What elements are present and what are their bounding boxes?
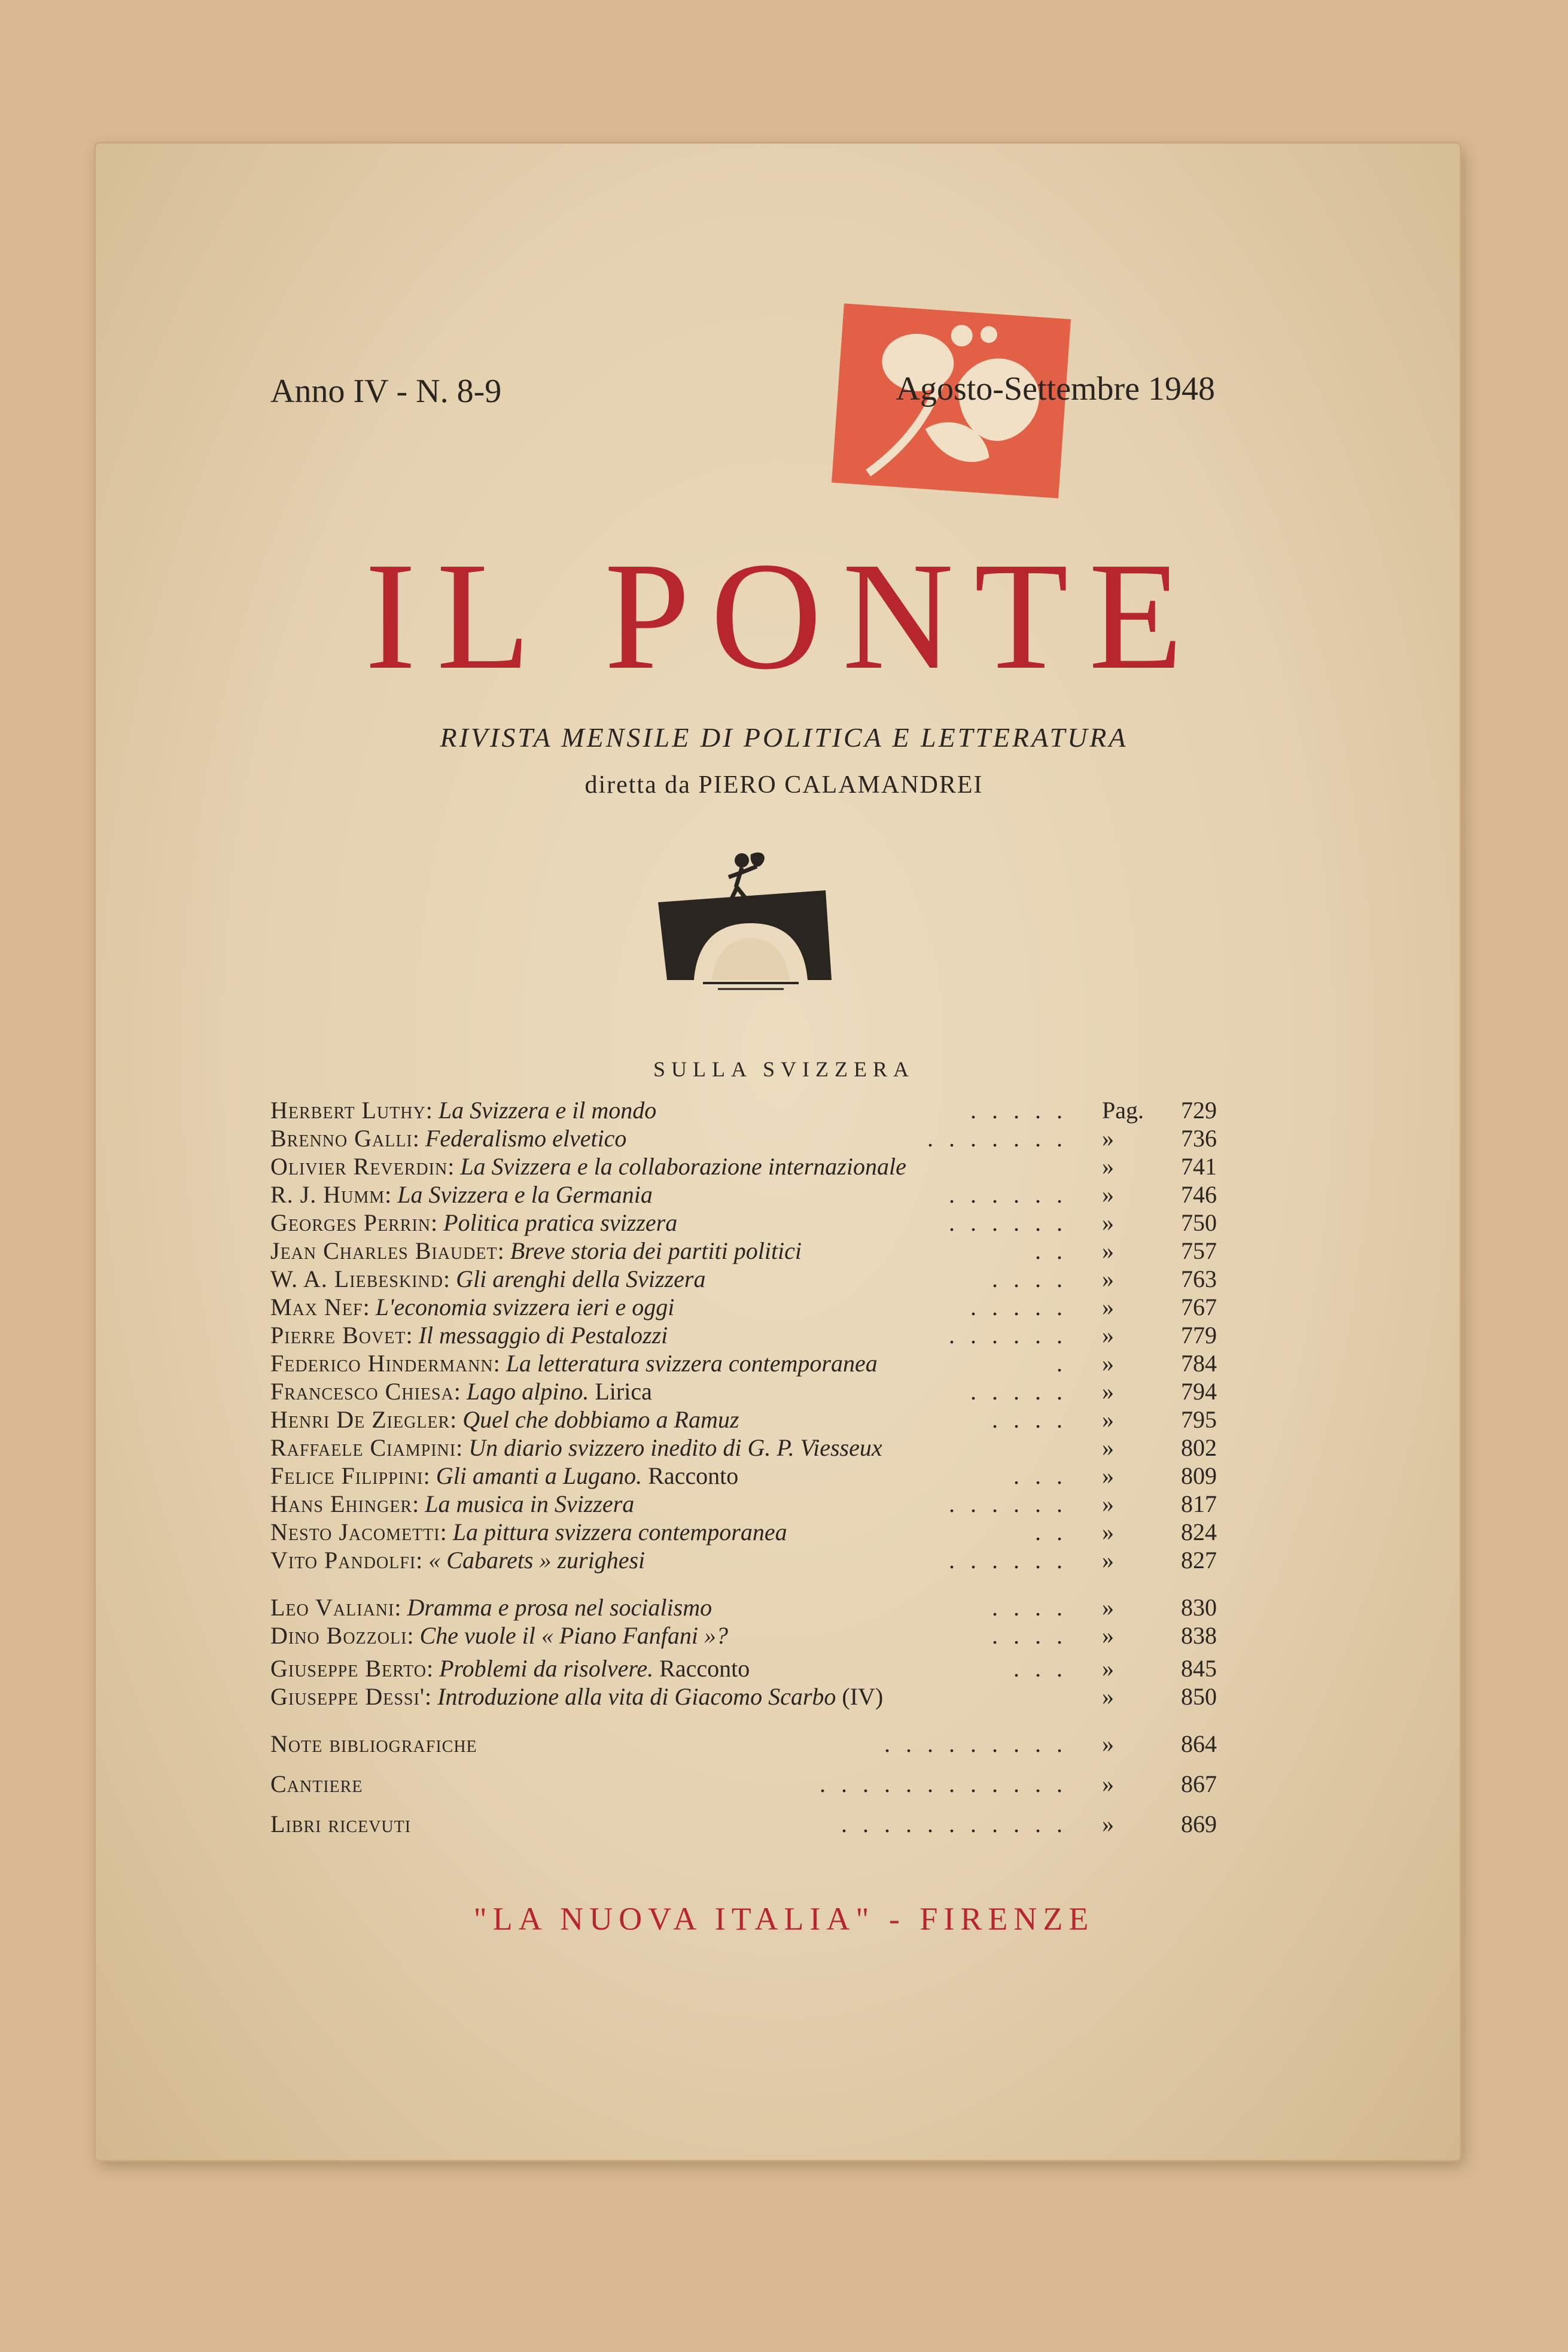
toc-title: « Cabarets » zurighesi	[428, 1547, 646, 1574]
toc-leader: .....	[970, 1294, 1078, 1320]
bridge-logo	[646, 842, 844, 992]
toc-leader: ....	[992, 1594, 1078, 1621]
toc-author: Raffaele Ciampini	[270, 1434, 456, 1461]
issue-number: Anno IV - N. 8-9	[270, 373, 502, 410]
toc-leader: ......	[949, 1209, 1078, 1236]
toc-leader: .....	[970, 1378, 1078, 1405]
section-heading: SULLA SVIZZERA	[653, 1057, 915, 1081]
toc-author: R. J. Humm	[270, 1181, 385, 1208]
toc-leader: .....	[970, 1097, 1078, 1124]
toc-page: 827	[1181, 1547, 1217, 1574]
toc-mark: »	[1102, 1594, 1114, 1621]
toc-page: 794	[1181, 1378, 1217, 1405]
toc-mark: »	[1102, 1683, 1114, 1710]
toc-page: 795	[1181, 1406, 1217, 1433]
toc-row: W. A. Liebeskind: Gli arenghi della Svizzera .... » 763	[270, 1265, 1217, 1292]
toc-page: 867	[1181, 1770, 1217, 1797]
toc-row: Dino Bozzoli: Che vuole il « Piano Fanfani »? .... » 838	[270, 1622, 1217, 1649]
toc-row	[270, 1810, 1217, 1838]
toc-leader: ....	[992, 1406, 1078, 1433]
toc-author: Olivier Reverdin	[270, 1153, 448, 1180]
toc-leader: ............	[820, 1770, 1078, 1797]
toc-genre: Racconto	[648, 1462, 739, 1489]
toc-page: 850	[1181, 1683, 1217, 1710]
table-of-contents	[270, 1096, 1217, 1838]
toc-author: Giuseppe Berto	[270, 1655, 427, 1682]
toc-title: Gli arenghi della Svizzera	[456, 1265, 706, 1292]
toc-mark: »	[1102, 1237, 1114, 1264]
toc-row	[270, 1770, 1217, 1798]
toc-page: 830	[1181, 1594, 1217, 1621]
toc-mark: »	[1102, 1434, 1114, 1461]
toc-row: Francesco Chiesa: Lago alpino. Lirica ..... » 794	[270, 1378, 1217, 1405]
toc-mark: »	[1102, 1770, 1114, 1797]
toc-page: 750	[1181, 1209, 1217, 1236]
toc-page: 809	[1181, 1462, 1217, 1489]
toc-title: Quel che dobbiamo a Ramuz	[462, 1406, 739, 1433]
toc-title: Gli amanti a Lugano.	[436, 1462, 643, 1489]
toc-row: Hans Ehinger: La musica in Svizzera ...... » 817	[270, 1490, 1217, 1517]
toc-row: Nesto Jacometti: La pittura svizzera contemporanea .. » 824	[270, 1519, 1217, 1545]
toc-mark: »	[1102, 1655, 1114, 1682]
toc-page: 817	[1181, 1490, 1217, 1517]
toc-author: Francesco Chiesa	[270, 1378, 454, 1405]
toc-page: 838	[1181, 1622, 1217, 1649]
toc-row: Felice Filippini: Gli amanti a Lugano. Racconto ... » 809	[270, 1462, 1217, 1489]
toc-mark: »	[1102, 1153, 1114, 1180]
toc-author: Leo Valiani	[270, 1594, 395, 1621]
toc-title: La Svizzera e il mondo	[438, 1097, 657, 1124]
toc-mark: »	[1102, 1519, 1114, 1545]
toc-mark: »	[1102, 1622, 1114, 1649]
toc-title: La musica in Svizzera	[425, 1490, 635, 1517]
toc-author: Jean Charles Biaudet	[270, 1237, 498, 1264]
toc-author: Georges Perrin	[270, 1209, 431, 1236]
toc-author: Felice Filippini	[270, 1462, 424, 1489]
toc-mark: »	[1102, 1547, 1114, 1574]
toc-row: R. J. Humm: La Svizzera e la Germania ...... » 746	[270, 1181, 1217, 1208]
toc-title: Problemi da risolvere.	[439, 1655, 654, 1682]
toc-row: Georges Perrin: Politica pratica svizzera ...... » 750	[270, 1209, 1217, 1236]
toc-author: W. A. Liebeskind	[270, 1265, 443, 1292]
toc-author: Henri De Ziegler	[270, 1406, 450, 1433]
toc-section-title: Cantiere	[270, 1770, 363, 1797]
toc-title: Introduzione alla vita di Giacomo Scarbo	[437, 1683, 836, 1710]
toc-mark: »	[1102, 1350, 1114, 1377]
toc-page: 784	[1181, 1350, 1217, 1377]
toc-page: 869	[1181, 1811, 1217, 1837]
toc-page: 763	[1181, 1265, 1217, 1292]
toc-row: Max Nef: L'economia svizzera ieri e oggi ..... » 767	[270, 1294, 1217, 1320]
toc-genre: Racconto	[659, 1655, 750, 1682]
toc-page: 746	[1181, 1181, 1217, 1208]
editor-credit: diretta da PIERO CALAMANDREI	[584, 771, 984, 799]
toc-row: Henri De Ziegler: Quel che dobbiamo a Ramuz .... » 795	[270, 1406, 1217, 1433]
toc-leader: ...........	[841, 1811, 1078, 1837]
toc-mark: »	[1102, 1322, 1114, 1349]
toc-leader: ......	[949, 1490, 1078, 1517]
toc-page: 802	[1181, 1434, 1217, 1461]
magazine-title: IL PONTE	[364, 530, 1204, 701]
toc-author: Giuseppe Dessi'	[270, 1683, 425, 1710]
toc-author: Hans Ehinger	[270, 1490, 413, 1517]
toc-row: Giuseppe Dessi': Introduzione alla vita di Giacomo Scarbo (IV) » 850	[270, 1683, 1217, 1710]
toc-title: Federalismo elvetico	[425, 1125, 627, 1152]
toc-leader: ...	[1013, 1462, 1078, 1489]
toc-author: Federico Hindermann	[270, 1350, 494, 1377]
toc-page: 845	[1181, 1655, 1217, 1682]
toc-page: 767	[1181, 1294, 1217, 1320]
toc-leader: ...	[1013, 1655, 1078, 1682]
toc-section-title: Libri ricevuti	[270, 1811, 412, 1837]
toc-title: La letteratura svizzera contemporanea	[506, 1350, 878, 1377]
toc-author: Pierre Bovet	[270, 1322, 406, 1349]
toc-page: 741	[1181, 1153, 1217, 1180]
toc-author: Brenno Galli	[270, 1125, 413, 1152]
toc-author: Herbert Luthy	[270, 1097, 426, 1124]
toc-section-title: Note bibliografiche	[270, 1730, 477, 1757]
toc-title: Un diario svizzero inedito di G. P. Viesseux	[468, 1434, 882, 1461]
toc-row: Giuseppe Berto: Problemi da risolvere. Racconto ... » 845	[270, 1655, 1217, 1682]
toc-author: Nesto Jacometti	[270, 1519, 440, 1545]
toc-page: 779	[1181, 1322, 1217, 1349]
toc-row: Federico Hindermann: La letteratura svizzera contemporanea . » 784	[270, 1350, 1217, 1377]
toc-title: La Svizzera e la Germania	[397, 1181, 653, 1208]
publisher-imprint: "LA NUOVA ITALIA" - FIRENZE	[473, 1901, 1095, 1937]
toc-mark: »	[1102, 1209, 1114, 1236]
toc-row: Pierre Bovet: Il messaggio di Pestalozzi ...... » 779	[270, 1322, 1217, 1349]
toc-mark: »	[1102, 1730, 1114, 1757]
toc-genre: Lirica	[595, 1378, 652, 1405]
toc-mark: »	[1102, 1265, 1114, 1292]
toc-row: Leo Valiani: Dramma e prosa nel socialismo .... » 830	[270, 1594, 1217, 1621]
toc-title: Breve storia dei partiti politici	[510, 1237, 802, 1264]
toc-row: Herbert Luthy: La Svizzera e il mondo ..... Pag. 729	[270, 1097, 1217, 1124]
toc-mark: »	[1102, 1490, 1114, 1517]
toc-leader: ....	[992, 1622, 1078, 1649]
toc-author: Dino Bozzoli	[270, 1622, 407, 1649]
toc-title: La Svizzera e la collaborazione internazionale	[460, 1153, 906, 1180]
toc-leader: ......	[949, 1547, 1078, 1574]
toc-mark: »	[1102, 1181, 1114, 1208]
toc-row: Vito Pandolfi: « Cabarets » zurighesi ...... » 827	[270, 1547, 1217, 1574]
toc-title: L'economia svizzera ieri e oggi	[375, 1294, 675, 1320]
toc-mark: »	[1102, 1406, 1114, 1433]
toc-mark: Pag.	[1102, 1097, 1144, 1124]
toc-mark: »	[1102, 1125, 1114, 1152]
toc-page: 736	[1181, 1125, 1217, 1152]
toc-leader: ......	[949, 1322, 1078, 1349]
toc-author: Max Nef	[270, 1294, 363, 1320]
toc-title: Che vuole il « Piano Fanfani »?	[419, 1622, 729, 1649]
toc-leader: ......	[949, 1181, 1078, 1208]
toc-title: Dramma e prosa nel socialismo	[407, 1594, 713, 1621]
toc-mark: »	[1102, 1294, 1114, 1320]
toc-mark: »	[1102, 1811, 1114, 1837]
toc-title: Politica pratica svizzera	[443, 1209, 678, 1236]
toc-leader: ....	[992, 1265, 1078, 1292]
issue-date: Agosto-Settembre 1948	[896, 370, 1215, 407]
toc-row	[270, 1730, 1217, 1758]
toc-author: Vito Pandolfi	[270, 1547, 416, 1574]
toc-page: 729	[1181, 1097, 1217, 1124]
toc-page: 757	[1181, 1237, 1217, 1264]
toc-leader: .........	[884, 1730, 1078, 1757]
toc-row: Raffaele Ciampini: Un diario svizzero inedito di G. P. Viesseux » 802	[270, 1434, 1217, 1461]
toc-row: Olivier Reverdin: La Svizzera e la collaborazione internazionale » 741	[270, 1153, 1217, 1180]
bridge-icon	[646, 842, 844, 992]
toc-leader: .......	[927, 1125, 1078, 1152]
toc-mark: »	[1102, 1378, 1114, 1405]
toc-leader: .	[1057, 1350, 1078, 1377]
toc-title: La pittura svizzera contemporanea	[452, 1519, 787, 1545]
toc-mark: »	[1102, 1462, 1114, 1489]
toc-page: 864	[1181, 1730, 1217, 1757]
toc-row: Brenno Galli: Federalismo elvetico ....... » 736	[270, 1125, 1217, 1152]
toc-leader: ..	[1035, 1519, 1078, 1545]
toc-part: (IV)	[842, 1683, 884, 1710]
magazine-subtitle: RIVISTA MENSILE DI POLITICA E LETTERATURA	[440, 722, 1128, 753]
toc-leader: ..	[1035, 1237, 1078, 1264]
toc-title: Lago alpino.	[466, 1378, 589, 1405]
toc-row: Jean Charles Biaudet: Breve storia dei partiti politici .. » 757	[270, 1237, 1217, 1264]
toc-page: 824	[1181, 1519, 1217, 1545]
toc-title: Il messaggio di Pestalozzi	[418, 1322, 668, 1349]
